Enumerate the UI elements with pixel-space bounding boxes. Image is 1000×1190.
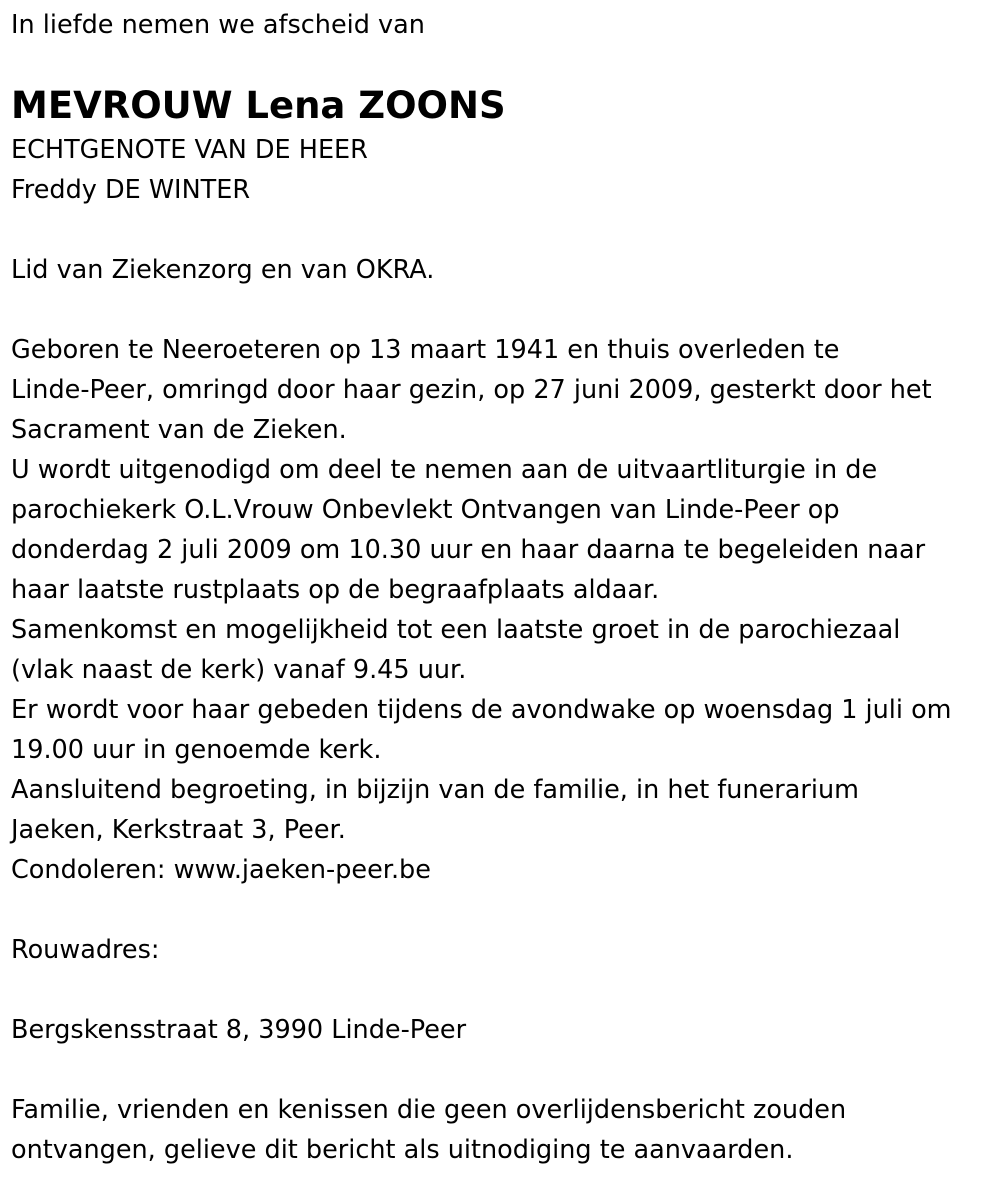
closing-line: ontvangen, gelieve dit bericht als uitnodiging te aanvaarden.	[11, 1135, 794, 1165]
deceased-name: MEVROUW Lena ZOONS	[11, 84, 506, 127]
body-line: Er wordt voor haar gebeden tijdens de avondwake op woensdag 1 juli om	[11, 695, 952, 725]
spouse-title: ECHTGENOTE VAN DE HEER	[11, 135, 368, 165]
body-line: Linde-Peer, omringd door haar gezin, op 27 juni 2009, gesterkt door het	[11, 375, 932, 405]
mourning-address: Bergskensstraat 8, 3990 Linde-Peer	[11, 1015, 467, 1045]
intro-text: In liefde nemen we afscheid van	[11, 10, 425, 40]
death-notice	[11, 0, 996, 1170]
body-line: 19.00 uur in genoemde kerk.	[11, 735, 382, 765]
body-line: Jaeken, Kerkstraat 3, Peer.	[11, 815, 346, 845]
body-line: Aansluitend begroeting, in bijzijn van de familie, in het funerarium	[11, 775, 859, 805]
notice-body	[11, 330, 996, 890]
body-line: Geboren te Neeroeteren op 13 maart 1941 en thuis overleden te	[11, 335, 840, 365]
closing-text	[11, 1090, 996, 1170]
body-line: donderdag 2 juli 2009 om 10.30 uur en haar daarna te begeleiden naar	[11, 535, 926, 565]
membership-text: Lid van Ziekenzorg en van OKRA.	[11, 255, 435, 285]
address-label: Rouwadres:	[11, 935, 160, 965]
body-line: U wordt uitgenodigd om deel te nemen aan de uitvaartliturgie in de	[11, 455, 878, 485]
closing-line: Familie, vrienden en kenissen die geen overlijdensbericht zouden	[11, 1095, 847, 1125]
body-line: parochiekerk O.L.Vrouw Onbevlekt Ontvangen van Linde-Peer op	[11, 495, 840, 525]
spouse-name: Freddy DE WINTER	[11, 175, 251, 205]
body-line: Sacrament van de Zieken.	[11, 415, 347, 445]
body-line: (vlak naast de kerk) vanaf 9.45 uur.	[11, 655, 467, 685]
condolence-line: Condoleren: www.jaeken-peer.be	[11, 855, 431, 885]
body-line: haar laatste rustplaats op de begraafplaats aldaar.	[11, 575, 660, 605]
body-line: Samenkomst en mogelijkheid tot een laatste groet in de parochiezaal	[11, 615, 901, 645]
